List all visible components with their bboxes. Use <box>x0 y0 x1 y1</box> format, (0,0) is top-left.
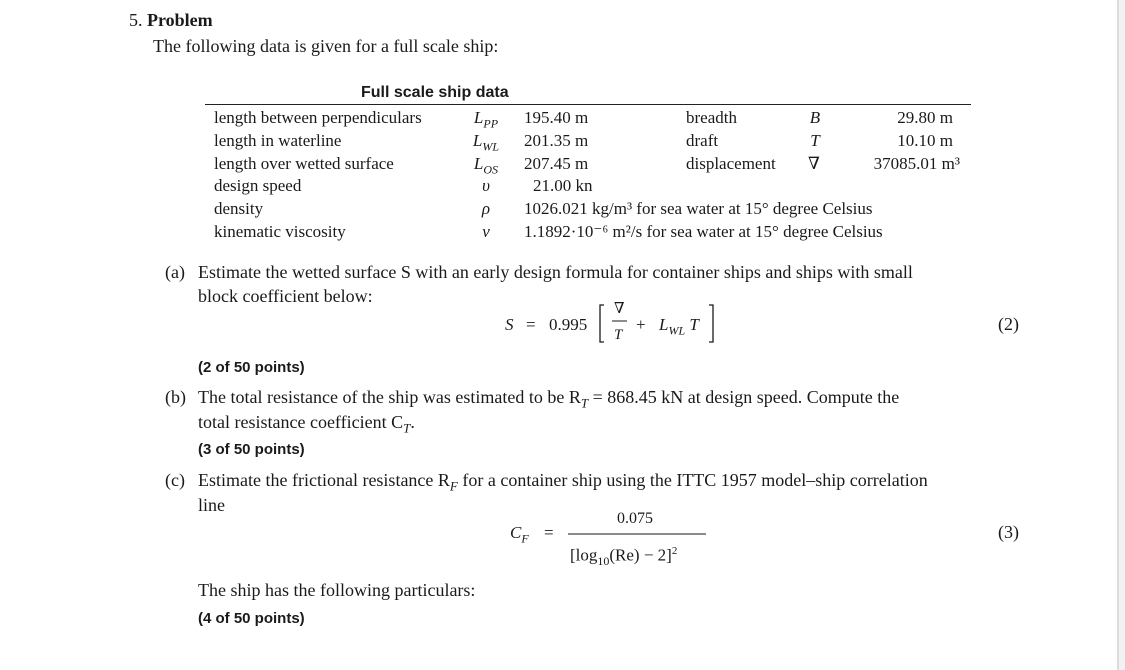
formula-a-plus: + <box>636 315 646 334</box>
part-c-line2: line <box>198 495 225 515</box>
row-label-lwl: length in waterline <box>214 131 342 150</box>
page-edge <box>1117 0 1119 670</box>
row-symbol-breadth: B <box>809 108 821 127</box>
formula-a-lhs: S <box>505 315 514 334</box>
row-value-breadth: 29.80 m <box>897 108 953 127</box>
row-symbol-density: ρ <box>481 199 491 218</box>
row-value-viscosity: 1.1892·10⁻⁶ m²/s for sea water at 15° degree Celsius <box>524 222 883 241</box>
equation-number-2: (2) <box>998 314 1019 334</box>
row-value-draft: 10.10 m <box>897 131 953 150</box>
row-label-speed: design speed <box>214 176 302 195</box>
row-value-lpp: 195.40 m <box>524 108 589 127</box>
row-label-density: density <box>214 199 264 218</box>
row-symbol-viscosity: ν <box>482 222 490 241</box>
part-a-points: (2 of 50 points) <box>198 359 305 376</box>
part-c-marker: (c) <box>165 470 185 490</box>
row-symbol-lpp: $L_{PP}$ <box>473 108 499 131</box>
part-b-marker: (b) <box>165 387 186 407</box>
row-label-breadth: breadth <box>686 108 737 127</box>
equation-number-3: (3) <box>998 522 1019 542</box>
formula-c-lhs: $C_F$ <box>510 523 529 546</box>
particulars-text: The ship has the following particulars: <box>198 580 476 600</box>
formula-a-term: $L_{WL}$ T <box>659 315 699 338</box>
row-label-draft: draft <box>686 131 719 150</box>
row-symbol-lwl: $L_{WL}$ <box>472 131 500 154</box>
row-value-lwl: 201.35 m <box>524 131 589 150</box>
row-value-density: 1026.021 kg/m³ for sea water at 15° degree Celsius <box>524 199 873 218</box>
part-a-marker: (a) <box>165 262 185 282</box>
part-a-line1: Estimate the wetted surface S with an early design formula for container ships and ships with small <box>198 262 913 282</box>
part-b-line2: total resistance coefficient $C_T$. <box>198 412 415 436</box>
problem-title: Problem <box>147 10 213 30</box>
row-symbol-los: $L_{OS}$ <box>473 154 499 177</box>
row-symbol-draft: T <box>810 131 820 150</box>
row-value-speed: 21.00 kn <box>533 176 593 195</box>
row-symbol-displacement: ∇ <box>808 154 820 173</box>
row-label-lpp: length between perpendiculars <box>214 108 422 127</box>
part-a-line2: block coefficient below: <box>198 286 373 306</box>
problem-intro: The following data is given for a full scale ship: <box>153 36 499 56</box>
formula-c-equals: = <box>544 523 554 542</box>
formula-c-denominator: $[\log_{10}(Re) - 2]^2$ <box>570 545 678 569</box>
formula-a-left-bracket <box>600 305 604 342</box>
formula-a-equals: = <box>526 315 536 334</box>
table-title: Full scale ship data <box>361 84 509 101</box>
formula-a-denominator: T <box>614 327 623 343</box>
row-value-displacement: 37085.01 m³ <box>873 154 960 173</box>
formula-a-coefficient: 0.995 <box>549 315 588 334</box>
particulars-points: (4 of 50 points) <box>198 610 305 627</box>
formula-a-numerator: ∇ <box>614 301 625 317</box>
row-label-los: length over wetted surface <box>214 154 394 173</box>
part-b-line1: The total resistance of the ship was estimated to be $R_T = 868.45$ kN at design speed. Compute the <box>198 387 900 411</box>
row-symbol-speed: υ <box>482 176 490 195</box>
row-label-displacement: displacement <box>686 154 776 173</box>
row-value-los: 207.45 m <box>524 154 589 173</box>
part-c-line1: Estimate the frictional resistance $R_F$ for a container ship using the ITTC 1957 model–ship correlation <box>198 470 928 494</box>
problem-number: 5. <box>129 10 143 30</box>
formula-c-numerator: 0.075 <box>617 510 653 527</box>
row-label-viscosity: kinematic viscosity <box>214 222 346 241</box>
formula-a-right-bracket <box>709 305 713 342</box>
part-b-points: (3 of 50 points) <box>198 441 305 458</box>
